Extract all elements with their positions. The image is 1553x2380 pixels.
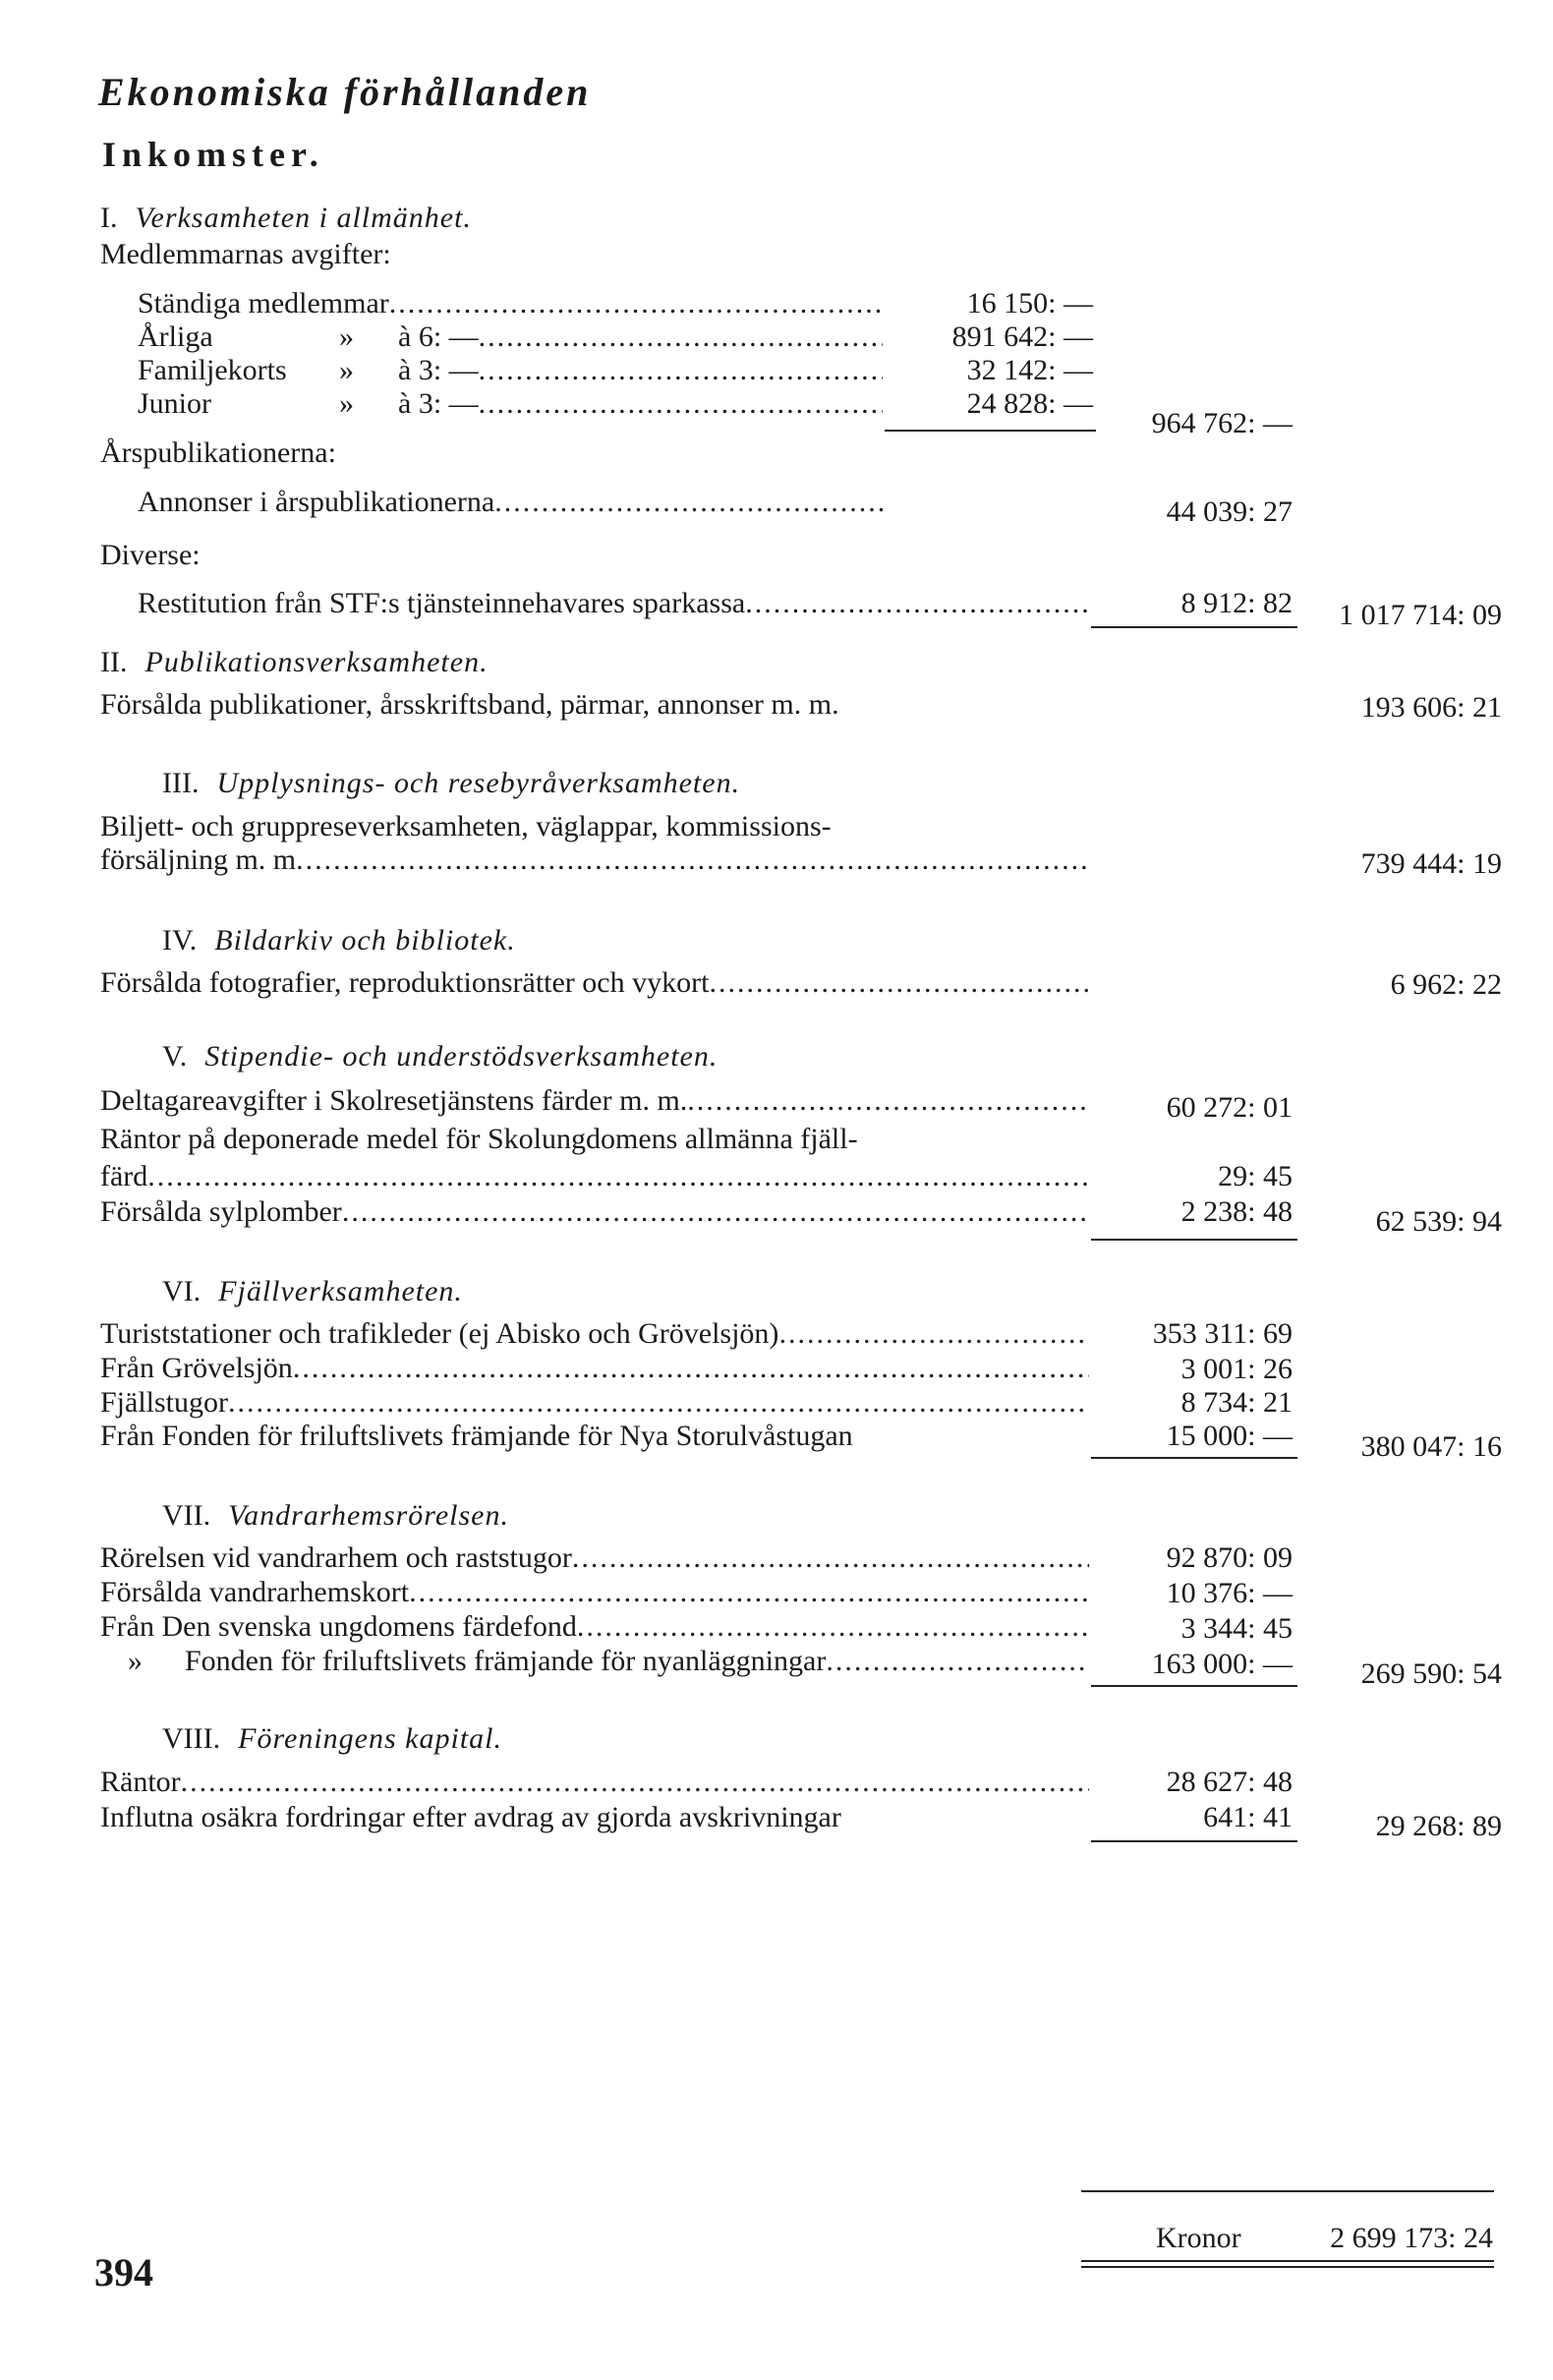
line-item bbox=[100, 966, 1089, 1000]
line-label: Restitution från STF:s tjänsteinnehavares sparkassa bbox=[138, 587, 746, 619]
section-4-header bbox=[162, 924, 516, 958]
section-number: V. bbox=[162, 1040, 188, 1073]
line-item bbox=[100, 1576, 1089, 1609]
section-title: Föreningens kapital. bbox=[238, 1722, 502, 1755]
subtotal: 2 238: 48 bbox=[1180, 1195, 1293, 1228]
page-subheading: Inkomster. bbox=[102, 135, 324, 174]
subtotal: 29: 45 bbox=[1218, 1160, 1293, 1192]
section-number: II. bbox=[100, 646, 128, 678]
subtotal: 641: 41 bbox=[1203, 1801, 1293, 1833]
line-label: Årliga bbox=[138, 320, 213, 353]
sum-rule bbox=[1091, 1685, 1297, 1687]
section-total: 739 444: 19 bbox=[1360, 847, 1502, 880]
rate: à 3: — bbox=[398, 354, 479, 386]
subtotal: 964 762: — bbox=[1151, 407, 1293, 439]
line-item bbox=[100, 1420, 1089, 1453]
section-5-header bbox=[162, 1040, 718, 1074]
section-total: 1 017 714: 09 bbox=[1339, 599, 1502, 631]
group-label: Medlemmarnas avgifter: bbox=[100, 238, 391, 270]
line-label: Räntor bbox=[100, 1766, 181, 1798]
line-label: Deltagareavgifter i Skolresetjänstens färder m. m. bbox=[100, 1084, 688, 1117]
line-item bbox=[100, 1160, 1089, 1193]
section-title: Stipendie- och understödsverksamheten. bbox=[204, 1040, 719, 1073]
section-6-header bbox=[162, 1275, 463, 1308]
sum-rule bbox=[1091, 1457, 1297, 1459]
section-number: I. bbox=[100, 202, 118, 234]
subtotal: 15 000: — bbox=[1166, 1420, 1293, 1452]
ditto-mark: » bbox=[339, 354, 354, 386]
group-label: Årspublikationerna: bbox=[100, 436, 336, 469]
line-item bbox=[138, 320, 883, 354]
section-number: VIII. bbox=[162, 1722, 221, 1755]
subtotal: 8 734: 21 bbox=[1180, 1386, 1293, 1419]
section-number: VII. bbox=[162, 1499, 211, 1532]
section-total: 6 962: 22 bbox=[1390, 968, 1502, 1001]
line-item bbox=[100, 1195, 1089, 1229]
section-7-header bbox=[162, 1499, 509, 1533]
section-2-header bbox=[100, 646, 489, 679]
line-item bbox=[138, 486, 883, 519]
line-label: Biljett- och gruppreseverksamheten, väglappar, kommissions- bbox=[100, 810, 832, 842]
section-1-header bbox=[100, 202, 472, 235]
section-3-header bbox=[162, 767, 740, 800]
rate: à 3: — bbox=[398, 387, 479, 420]
line-label: Junior bbox=[138, 387, 211, 420]
amount: 32 142: — bbox=[966, 354, 1093, 386]
sum-rule bbox=[1091, 1239, 1297, 1241]
section-total: 62 539: 94 bbox=[1375, 1205, 1502, 1238]
line-label: Annonser i årspublikationerna bbox=[138, 486, 495, 518]
ditto-mark: » bbox=[339, 320, 354, 353]
section-total: 269 590: 54 bbox=[1360, 1657, 1502, 1690]
sum-rule bbox=[1091, 626, 1297, 628]
section-title: Publikationsverksamheten. bbox=[144, 646, 489, 678]
sum-rule bbox=[1091, 1840, 1297, 1842]
page-number: 394 bbox=[94, 2250, 153, 2294]
amount: 891 642: — bbox=[951, 320, 1093, 353]
group-label: Diverse: bbox=[100, 539, 201, 571]
sum-rule bbox=[885, 430, 1096, 432]
line-item bbox=[100, 1766, 1089, 1799]
subtotal: 3 001: 26 bbox=[1180, 1353, 1293, 1385]
line-label: Från Grövelsjön bbox=[100, 1352, 293, 1384]
amount: 16 150: — bbox=[966, 287, 1093, 319]
line-item bbox=[138, 354, 883, 387]
line-item bbox=[100, 1352, 1089, 1385]
section-total: 380 047: 16 bbox=[1360, 1430, 1502, 1463]
section-title: Vandrarhemsrörelsen. bbox=[228, 1499, 509, 1532]
subtotal: 60 272: 01 bbox=[1166, 1091, 1293, 1124]
subtotal: 8 912: 82 bbox=[1180, 587, 1293, 619]
section-number: IV. bbox=[162, 924, 198, 957]
line-item bbox=[128, 1645, 1089, 1678]
section-number: VI. bbox=[162, 1275, 201, 1307]
line-item bbox=[100, 1801, 1089, 1834]
line-label: Försålda publikationer, årsskriftsband, pärmar, annonser m. m. bbox=[100, 688, 839, 721]
line-item bbox=[100, 1317, 1089, 1351]
section-title: Fjällverksamheten. bbox=[218, 1275, 463, 1307]
line-label: Försålda fotografier, reproduktionsrätter och vykort bbox=[100, 966, 710, 999]
subtotal: 92 870: 09 bbox=[1166, 1541, 1293, 1574]
ditto-mark: » bbox=[128, 1645, 143, 1677]
line-item bbox=[100, 1386, 1089, 1420]
line-item bbox=[138, 387, 883, 421]
rate: à 6: — bbox=[398, 320, 479, 353]
amount: 24 828: — bbox=[966, 387, 1093, 420]
line-label: Fjällstugor bbox=[100, 1386, 229, 1419]
line-label: Ständiga medlemmar bbox=[138, 287, 389, 319]
line-item bbox=[138, 287, 883, 320]
line-item bbox=[100, 1610, 1089, 1644]
section-total: 29 268: 89 bbox=[1375, 1810, 1502, 1842]
section-total: 193 606: 21 bbox=[1360, 691, 1502, 724]
line-label: Fonden för friluftslivets främjande för nyanläggningar bbox=[185, 1645, 827, 1677]
subtotal: 163 000: — bbox=[1151, 1648, 1293, 1680]
section-title: Bildarkiv och bibliotek. bbox=[214, 924, 516, 957]
line-label: färd bbox=[100, 1160, 148, 1192]
section-title: Verksamheten i allmänhet. bbox=[135, 202, 472, 234]
section-title: Upplysnings- och resebyråverksamheten. bbox=[216, 767, 741, 799]
page-heading: Ekonomiska förhållanden bbox=[98, 70, 592, 114]
total-rule-bottom bbox=[1081, 2260, 1494, 2262]
section-8-header bbox=[162, 1722, 502, 1756]
subtotal: 3 344: 45 bbox=[1180, 1612, 1293, 1645]
subtotal: 44 039: 27 bbox=[1166, 495, 1293, 528]
subtotal: 28 627: 48 bbox=[1166, 1766, 1293, 1798]
line-label: Turiststationer och trafikleder (ej Abisko och Grövelsjön) bbox=[100, 1317, 779, 1350]
section-number: III. bbox=[162, 767, 200, 799]
line-item bbox=[100, 1541, 1089, 1575]
grand-total-label: Kronor bbox=[1156, 2222, 1241, 2254]
line-label: försäljning m. m bbox=[100, 843, 297, 876]
line-item bbox=[100, 843, 1089, 877]
line-label: Rörelsen vid vandrarhem och raststugor bbox=[100, 1541, 572, 1574]
line-label: Från Fonden för friluftslivets främjande för Nya Storulvåstugan bbox=[100, 1420, 853, 1452]
total-rule-bottom-double bbox=[1081, 2266, 1494, 2268]
total-rule-top bbox=[1081, 2190, 1494, 2192]
line-label: Från Den svenska ungdomens färdefond bbox=[100, 1610, 577, 1643]
line-label: Räntor på deponerade medel för Skolungdomens allmänna fjäll- bbox=[100, 1123, 858, 1155]
line-item bbox=[138, 587, 1089, 620]
grand-total-value: 2 699 173: 24 bbox=[1330, 2222, 1493, 2254]
line-label: Försålda vandrarhemskort bbox=[100, 1576, 410, 1608]
line-label: Försålda sylplomber bbox=[100, 1195, 342, 1228]
line-label: Influtna osäkra fordringar efter avdrag av gjorda avskrivningar bbox=[100, 1801, 841, 1833]
subtotal: 353 311: 69 bbox=[1152, 1317, 1293, 1350]
subtotal: 10 376: — bbox=[1166, 1577, 1293, 1609]
line-label: Familjekorts bbox=[138, 354, 287, 386]
ditto-mark: » bbox=[339, 387, 354, 420]
line-item bbox=[100, 1084, 1089, 1118]
